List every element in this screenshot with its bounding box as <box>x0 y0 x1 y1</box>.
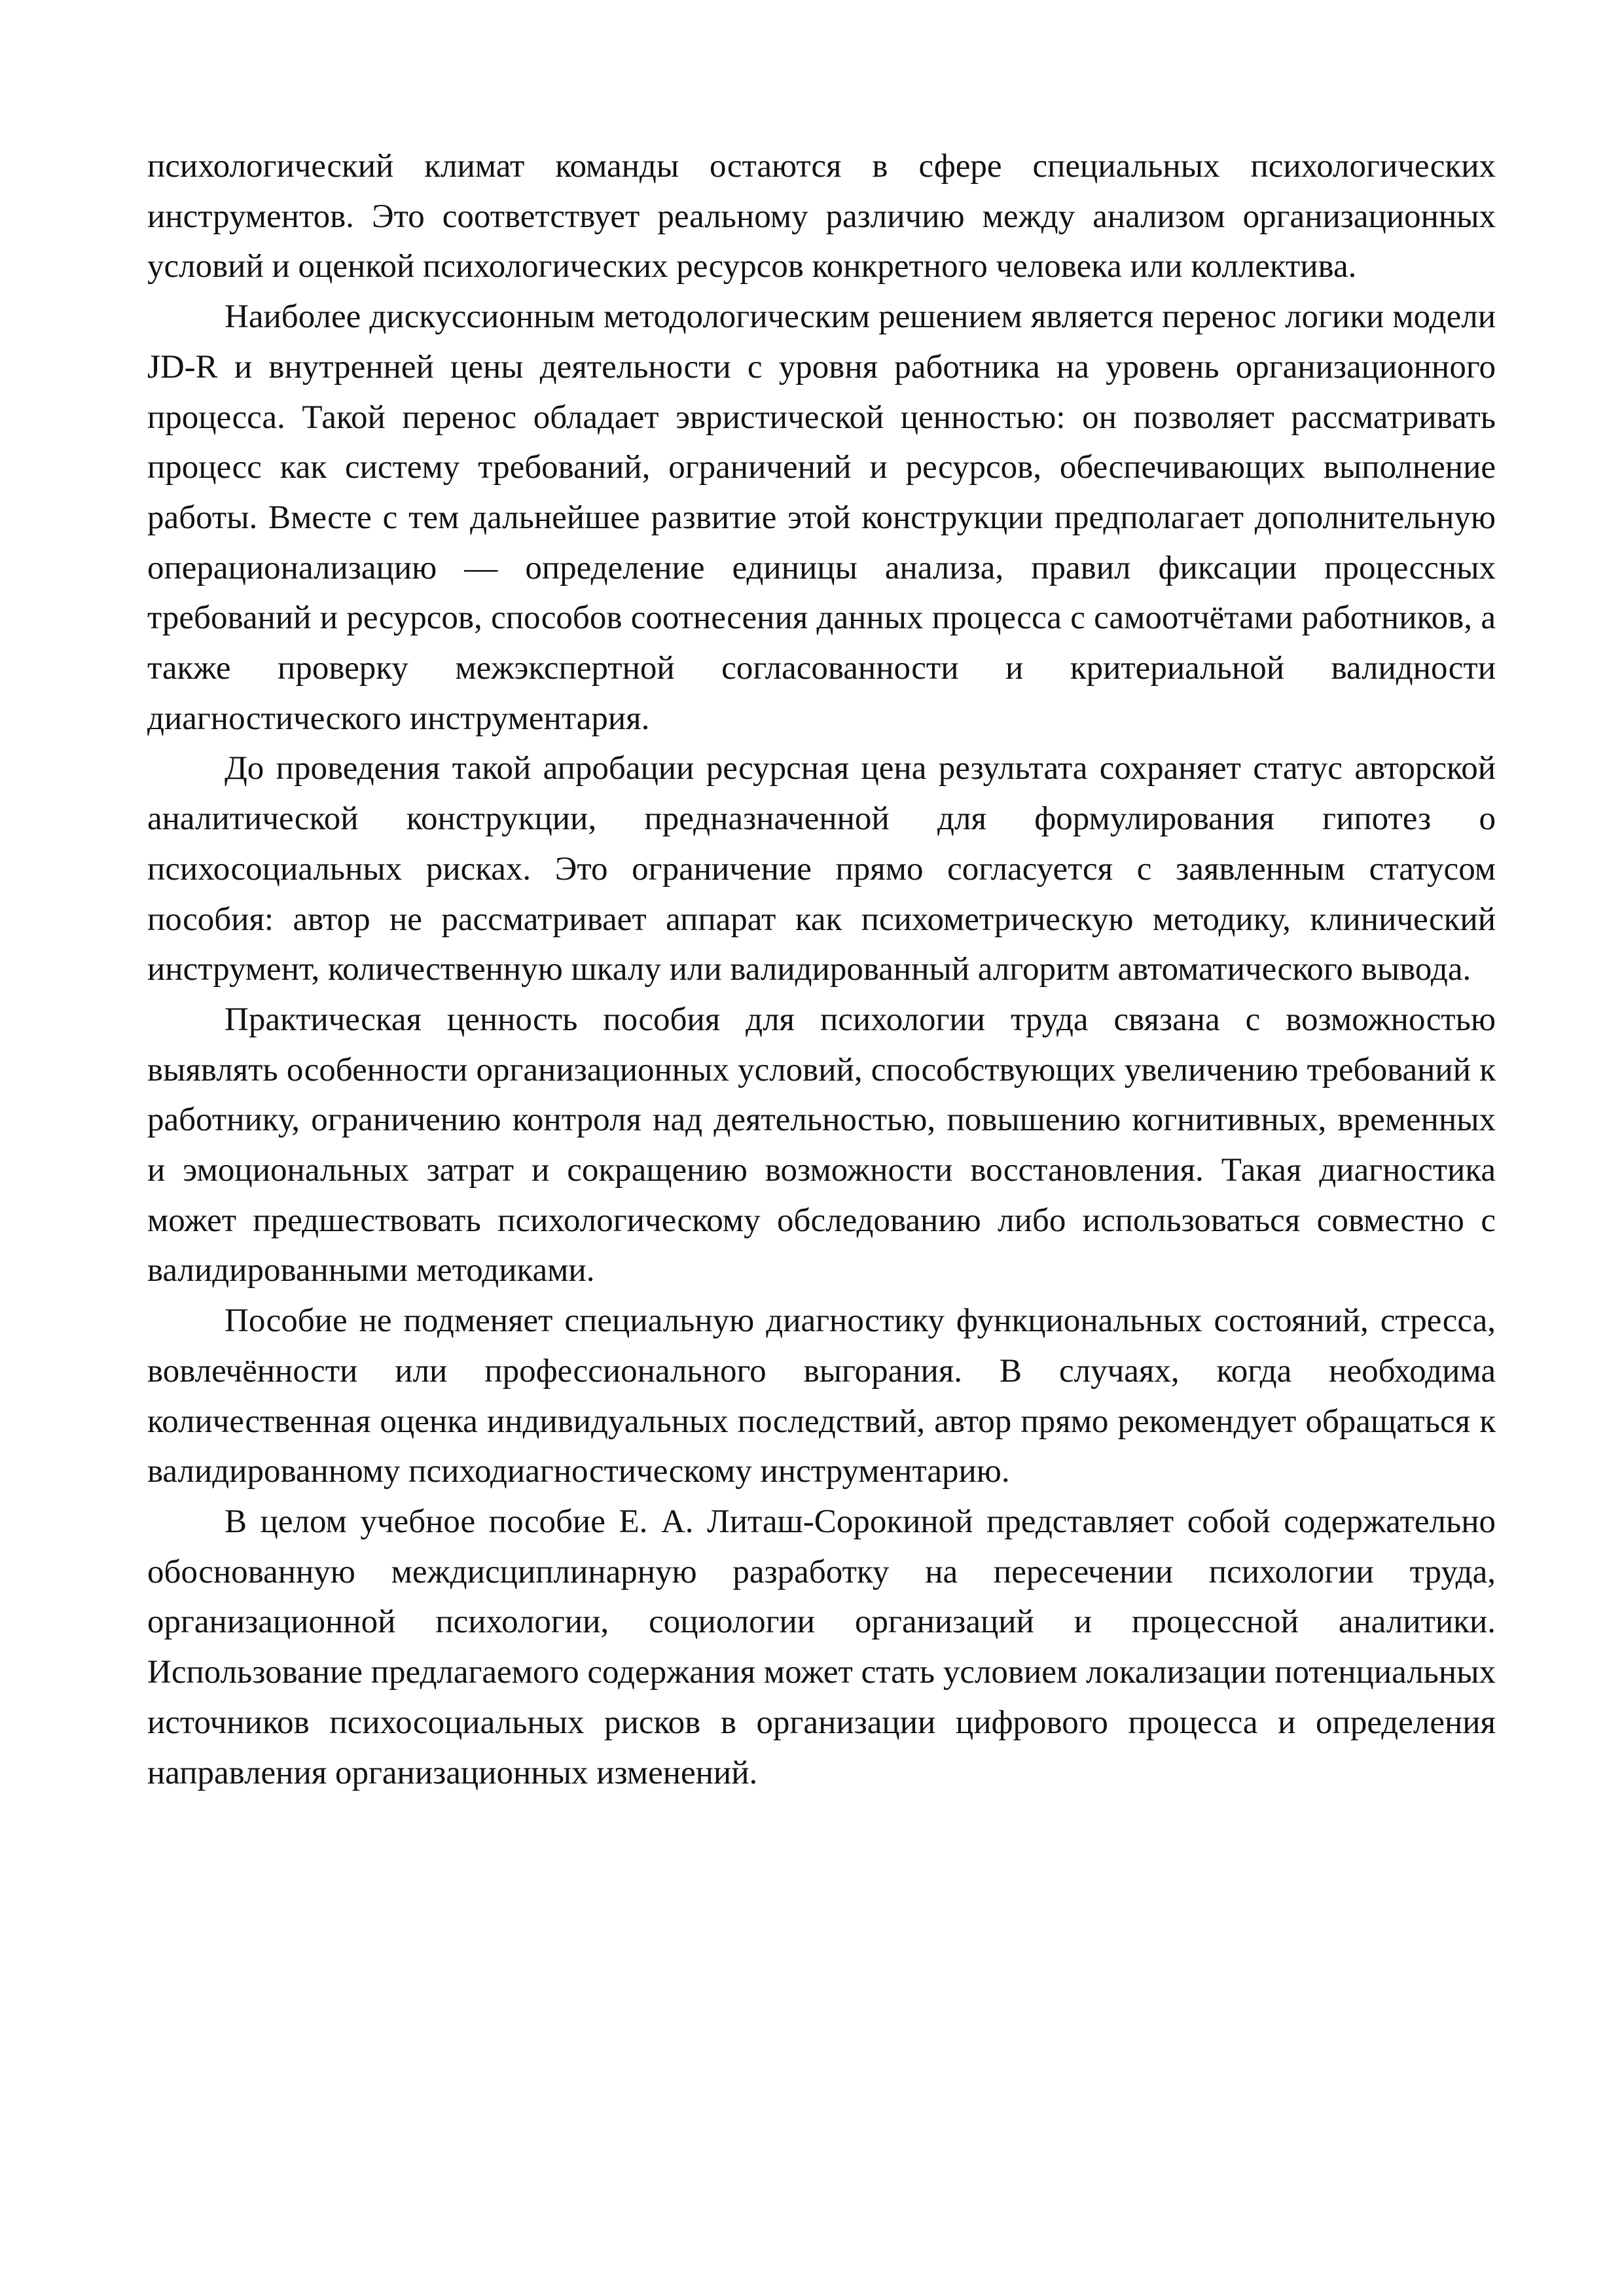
paragraph-continued: психологический климат команды остаются в сфере специальных психологических инструментов. Это соответствует реальному различию между анализом организационных условий и оценкой психологических ресурсов конкретного человека или коллектива. <box>147 148 1496 285</box>
paragraph-conclusion: В целом учебное пособие Е. А. Литаш-Сорокиной представляет собой содержательно обоснованную междисциплинарную разработку на пересечении психологии труда, организационной психологии, социологии организаций и процессной аналитики. Использование предлагаемого содержания может стать условием локализации потенциальных источников психосоциальных рисков в организации цифрового процесса и определения направления организационных изменений. <box>147 1503 1496 1791</box>
paragraph-practical-value: Практическая ценность пособия для психологии труда связана с возможностью выявлять особенности организационных условий, способствующих увеличению требований к работнику, ограничению контроля над деятельностью, повышению когнитивных, временных и эмоциональных затрат и сокращению возможности восстановления. Такая диагностика может предшествовать психологическому обследованию либо использоваться совместно с валидированными методиками. <box>147 1001 1496 1289</box>
paragraph-limitations: Пособие не подменяет специальную диагностику функциональных состояний, стресса, вовлечённости или профессионального выгорания. В случаях, когда необходима количественная оценка индивидуальных последствий, автор прямо рекомендует обращаться к валидированному психодиагностическому инструментарию. <box>147 1302 1496 1490</box>
paragraph-approbation: До проведения такой апробации ресурсная цена результата сохраняет статус авторской аналитической конструкции, предназначенной для формулирования гипотез о психосоциальных рисках. Это ограничение прямо согласуется с заявленным статусом пособия: автор не рассматривает аппарат как психометрическую методику, клинический инструмент, количественную шкалу или валидированный алгоритм автоматического вывода. <box>147 750 1496 988</box>
paragraph-methodology: Наиболее дискуссионным методологическим решением является перенос логики модели JD-R и внутренней цены деятельности с уровня работника на уровень организационного процесса. Такой перенос обладает эвристической ценностью: он позволяет рассматривать процесс как систему требований, ограничений и ресурсов, обеспечивающих выполнение работы. Вместе с тем дальнейшее развитие этой конструкции предполагает дополнительную операционализацию — определение единицы анализа, правил фиксации процессных требований и ресурсов, способов соотнесения данных процесса с самоотчётами работников, а также проверку межэкспертной согласованности и критериальной валидности диагностического инструментария. <box>147 298 1496 737</box>
document-page <box>147 141 1496 1798</box>
